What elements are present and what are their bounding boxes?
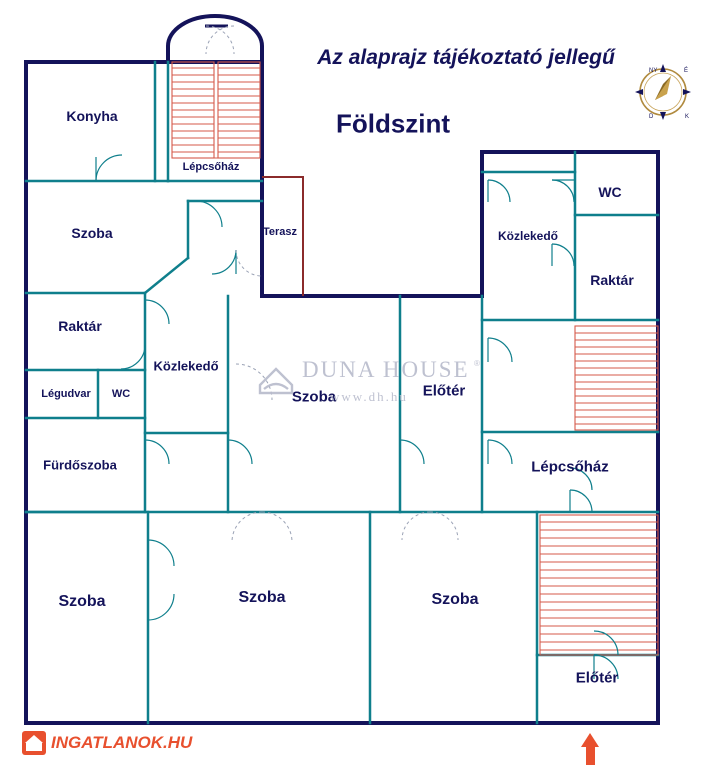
watermark-url: www.dh.hu <box>330 389 408 404</box>
compass-label-east: É <box>684 68 689 74</box>
room-label: Konyha <box>66 108 118 124</box>
compass-label-south: K <box>685 114 690 120</box>
room-label: Szoba <box>71 225 113 241</box>
room-label: Közlekedő <box>153 358 219 374</box>
compass-label-west: D <box>649 114 654 120</box>
page-title: Az alaprajz tájékoztató jellegű <box>317 46 615 69</box>
room-label: Előtér <box>422 382 466 400</box>
compass-label-north: NY <box>649 68 658 74</box>
room-label: Lépcsőház <box>182 161 240 173</box>
compass-icon <box>627 56 699 128</box>
room-label: Szoba <box>431 591 479 608</box>
watermark-registered: ® <box>474 359 480 368</box>
room-label: Fürdőszoba <box>43 457 117 473</box>
ingatlanok-logo[interactable] <box>22 730 192 756</box>
room-label: Közlekedő <box>497 229 559 243</box>
room-label: Légudvar <box>41 388 91 400</box>
room-label: Szoba <box>291 388 337 406</box>
footer-brand-label: INGATLANOK.HU <box>51 733 193 752</box>
room-label: Előtér <box>575 669 619 687</box>
room-label: Terasz <box>262 226 298 238</box>
room-label: Szoba <box>58 593 106 610</box>
watermark-title: DUNA HOUSE <box>302 357 470 382</box>
room-label: WC <box>111 388 131 400</box>
house-icon <box>22 731 46 755</box>
room-label: Raktár <box>590 272 634 288</box>
room-label: Raktár <box>58 318 102 334</box>
floor-title: Földszint <box>335 108 451 139</box>
room-label: Szoba <box>238 589 286 606</box>
room-label: Lépcsőház <box>531 458 609 476</box>
room-label: WC <box>598 184 622 200</box>
entrance-arrow <box>581 733 599 768</box>
